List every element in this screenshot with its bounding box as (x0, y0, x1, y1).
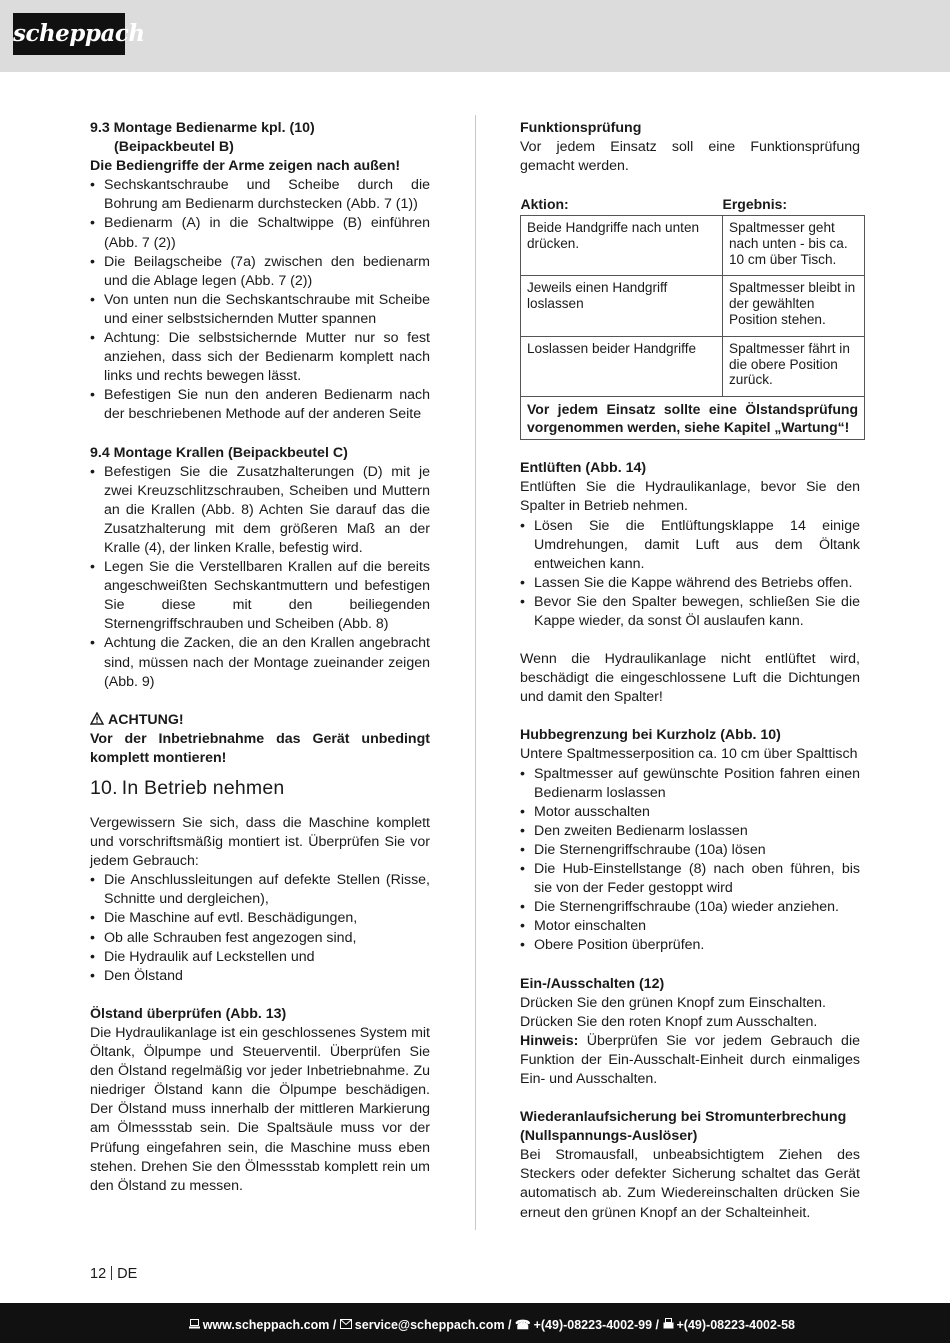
venting-title: Entlüften (Abb. 14) (520, 460, 647, 477)
list-item: • Achtung: Die selbstsichernde Mutter nur so fest anziehen, dass sich der Bedienarm komplett nach links und rechts bewegen lässt. (90, 329, 430, 386)
table-cell-result: Spaltmesser fährt in die obere Position zurück. (723, 336, 865, 396)
left-column (90, 119, 430, 1196)
phone-number: +(49)-08223-4002-99 / (533, 1318, 660, 1332)
chapter-number: 10. (90, 777, 118, 799)
warning-heading (90, 711, 430, 730)
table-cell-result: Spaltmesser bleibt in der gewählten Position stehen. (723, 276, 865, 336)
phone-icon: ☎ (515, 1318, 531, 1332)
section-9-3-subtitle: Die Bediengriffe der Arme zeigen nach außen! (90, 158, 401, 175)
warning-triangle-icon (90, 712, 104, 725)
table-row (521, 276, 865, 336)
list-item: • Motor ausschalten (520, 803, 860, 822)
list-item: • Die Anschlussleitungen auf defekte Stellen (Risse, Schnitte und dergleichen), (90, 871, 430, 909)
table-row (521, 216, 865, 276)
chapter-10-heading (90, 776, 430, 800)
table-cell-action: Beide Handgriffe nach unten drücken. (521, 216, 723, 276)
section-9-3-list (90, 176, 430, 424)
section-9-4-title: 9.4 Montage Krallen (Beipackbeutel C) (90, 444, 348, 461)
function-test-title: Funktionsprüfung (520, 120, 642, 136)
list-item: • Lösen Sie die Entlüftungsklappe 14 einige Umdrehungen, damit Luft aus dem Öltank entweichen kann. (520, 517, 860, 574)
section-9-3-title-line2: (Beipackbeutel B) (114, 139, 234, 156)
fax-number: +(49)-08223-4002-58 (676, 1318, 795, 1332)
restart-protection-text: Bei Stromausfall, unbeabsichtigtem Ziehen des Steckers oder defekter Sicherung schaltet das Gerät automatisch ab. Zum Wiedereinschalten drücken Sie erneut den grünen Knopf an der Schalteinheit. (520, 1147, 860, 1221)
restart-protection-title: Wiederanlaufsicherung bei Stromunterbrechung (Nullspannungs-Auslöser) (520, 1109, 847, 1145)
check-list (90, 871, 430, 986)
list-item: • Die Beilagscheibe (7a) zwischen den bedienarm und die Ablage legen (Abb. 7 (2)) (90, 253, 430, 291)
list-item: • Obere Position überprüfen. (520, 936, 860, 955)
fax-icon (663, 1316, 674, 1335)
mail-icon (340, 1316, 352, 1335)
on-off-hint (520, 1032, 860, 1089)
on-off-line-2: Drücken Sie den roten Knopf zum Ausschalten. (520, 1013, 818, 1030)
venting-warning: Wenn die Hydraulikanlage nicht entlüftet wird, beschädigt die eingeschlossene Luft die Dichtungen und damit den Spalter! (520, 651, 860, 706)
page-footer (0, 1303, 950, 1343)
on-off-title: Ein-/Ausschalten (12) (520, 975, 665, 992)
list-item: • Legen Sie die Verstellbaren Krallen auf die bereits angeschweißten Sechskantmuttern und befestigen Sie diese mit den beiliegenden Sternengriffschrauben und Scheiben (Abb. 8) (90, 558, 430, 634)
table-header-action: Aktion: (520, 196, 569, 213)
section-9-4-list (90, 463, 430, 692)
list-item: • Die Hub-Einstellstange (8) nach oben führen, bis sie von der Feder gestoppt wird (520, 860, 860, 898)
hint-label: Hinweis: (520, 1032, 579, 1049)
table-header-result: Ergebnis: (722, 196, 788, 213)
warning-title: ACHTUNG! (108, 711, 184, 728)
computer-icon (189, 1316, 200, 1335)
list-item: • Befestigen Sie nun den anderen Bedienarm nach der beschriebenen Methode auf der anderen Seite (90, 386, 430, 424)
page-number (90, 1265, 137, 1284)
website-link[interactable]: www.scheppach.com / (202, 1318, 337, 1332)
stroke-limit-title: Hubbegrenzung bei Kurzholz (Abb. 10) (520, 727, 781, 744)
hint-text: Überprüfen Sie vor jedem Gebrauch die Funktion der Ein-Ausschalt-Einheit durch einmaliges Ein- und Ausschalten. (520, 1032, 860, 1087)
section-9-3-title: 9.3 Montage Bedienarme kpl. (10) (90, 120, 315, 136)
warning-text: Vor der Inbetriebnahme das Gerät unbedingt komplett montieren! (90, 730, 430, 766)
table-cell-result: Spaltmesser geht nach unten - bis ca. 10 cm über Tisch. (723, 216, 865, 276)
chapter-intro: Vergewissern Sie sich, dass die Maschine komplett und vorschriftsmäßig montiert ist. Überprüfen Sie vor jedem Gebrauch: (90, 815, 430, 870)
table-cell-action: Jeweils einen Handgriff loslassen (521, 276, 723, 336)
table-row (521, 397, 865, 440)
email-link[interactable]: service@scheppach.com / (354, 1318, 512, 1332)
list-item: • Die Sternengriffschraube (10a) wieder anziehen. (520, 898, 860, 917)
scheppach-logo: scheppach (13, 13, 125, 55)
table-note: Vor jedem Einsatz sollte eine Ölstandsprüfung vorgenommen werden, siehe Kapitel „Wartung“! (521, 397, 865, 440)
list-item: • Die Hydraulik auf Leckstellen und (90, 948, 430, 967)
list-item: • Ob alle Schrauben fest angezogen sind, (90, 929, 430, 948)
page-number-value: 12 (90, 1266, 107, 1282)
list-item: • Den zweiten Bedienarm loslassen (520, 822, 860, 841)
venting-text: Entlüften Sie die Hydraulikanlage, bevor Sie den Spalter in Betrieb nehmen. (520, 479, 860, 515)
list-item: • Motor einschalten (520, 917, 860, 936)
oil-level-text: Die Hydraulikanlage ist ein geschlossenes System mit Öltank, Ölpumpe und Steuerventil. Überprüfen Sie den Ölstand regelmäßig vor jeder Inbetriebnahme. Zu niedriger Ölstand kann die Ölpumpe beschädigen. Der Ölstand muss innerhalb der mittleren Markierung am Ölmessstab sein. Die Spaltsäule muss vor der Prüfung eingefahren sein, die Maschine muss eben stehen. Drehen Sie den Ölmessstab komplett rein um den Ölstand zu messen. (90, 1024, 430, 1194)
on-off-line-1: Drücken Sie den grünen Knopf zum Einschalten. (520, 994, 827, 1011)
list-item: • Die Sternengriffschraube (10a) lösen (520, 841, 860, 860)
list-item: • Sechskantschraube und Scheibe durch die Bohrung am Bedienarm durchstecken (Abb. 7 (1)) (90, 176, 430, 214)
venting-list (520, 517, 860, 632)
stroke-limit-list (520, 765, 860, 956)
list-item: • Bedienarm (A) in die Schaltwippe (B) einführen (Abb. 7 (2)) (90, 214, 430, 252)
chapter-title: In Betrieb nehmen (121, 777, 285, 799)
table-row (521, 336, 865, 396)
list-item: • Von unten nun die Sechskantschraube mit Scheibe und einer selbstsichernden Mutter spannen (90, 291, 430, 329)
function-test-text: Vor jedem Einsatz soll eine Funktionsprüfung gemacht werden. (520, 139, 860, 175)
column-divider (475, 115, 476, 1230)
contact-line (189, 1316, 795, 1335)
list-item: • Befestigen Sie die Zusatzhalterungen (D) mit je zwei Kreuzschlitzschrauben, Scheiben und Muttern an die Krallen (Abb. 8) Achten Sie darauf das die Zusatzhalterung mit dem größeren Maß an der Kralle (4), der linken Kralle, befestig wird. (90, 463, 430, 558)
oil-level-title: Ölstand überprüfen (Abb. 13) (90, 1005, 287, 1022)
list-item: • Den Ölstand (90, 967, 430, 986)
right-column (520, 119, 860, 1223)
list-item: • Lassen Sie die Kappe während des Betriebs offen. (520, 574, 860, 593)
list-item: • Die Maschine auf evtl. Beschädigungen, (90, 909, 430, 928)
stroke-limit-text: Untere Spaltmesserposition ca. 10 cm über Spalttisch (520, 746, 858, 763)
page-header (0, 0, 950, 72)
page-language: DE (117, 1266, 138, 1282)
list-item: • Achtung die Zacken, die an den Krallen angebracht sind, müssen nach der Montage zueinander zeigen (Abb. 9) (90, 634, 430, 691)
list-item: • Spaltmesser auf gewünschte Position fahren einen Bedienarm loslassen (520, 765, 860, 803)
table-cell-action: Loslassen beider Handgriffe (521, 336, 723, 396)
list-item: • Bevor Sie den Spalter bewegen, schließen Sie die Kappe wieder, da sonst Öl auslaufen kann. (520, 593, 860, 631)
function-test-table (520, 195, 865, 440)
